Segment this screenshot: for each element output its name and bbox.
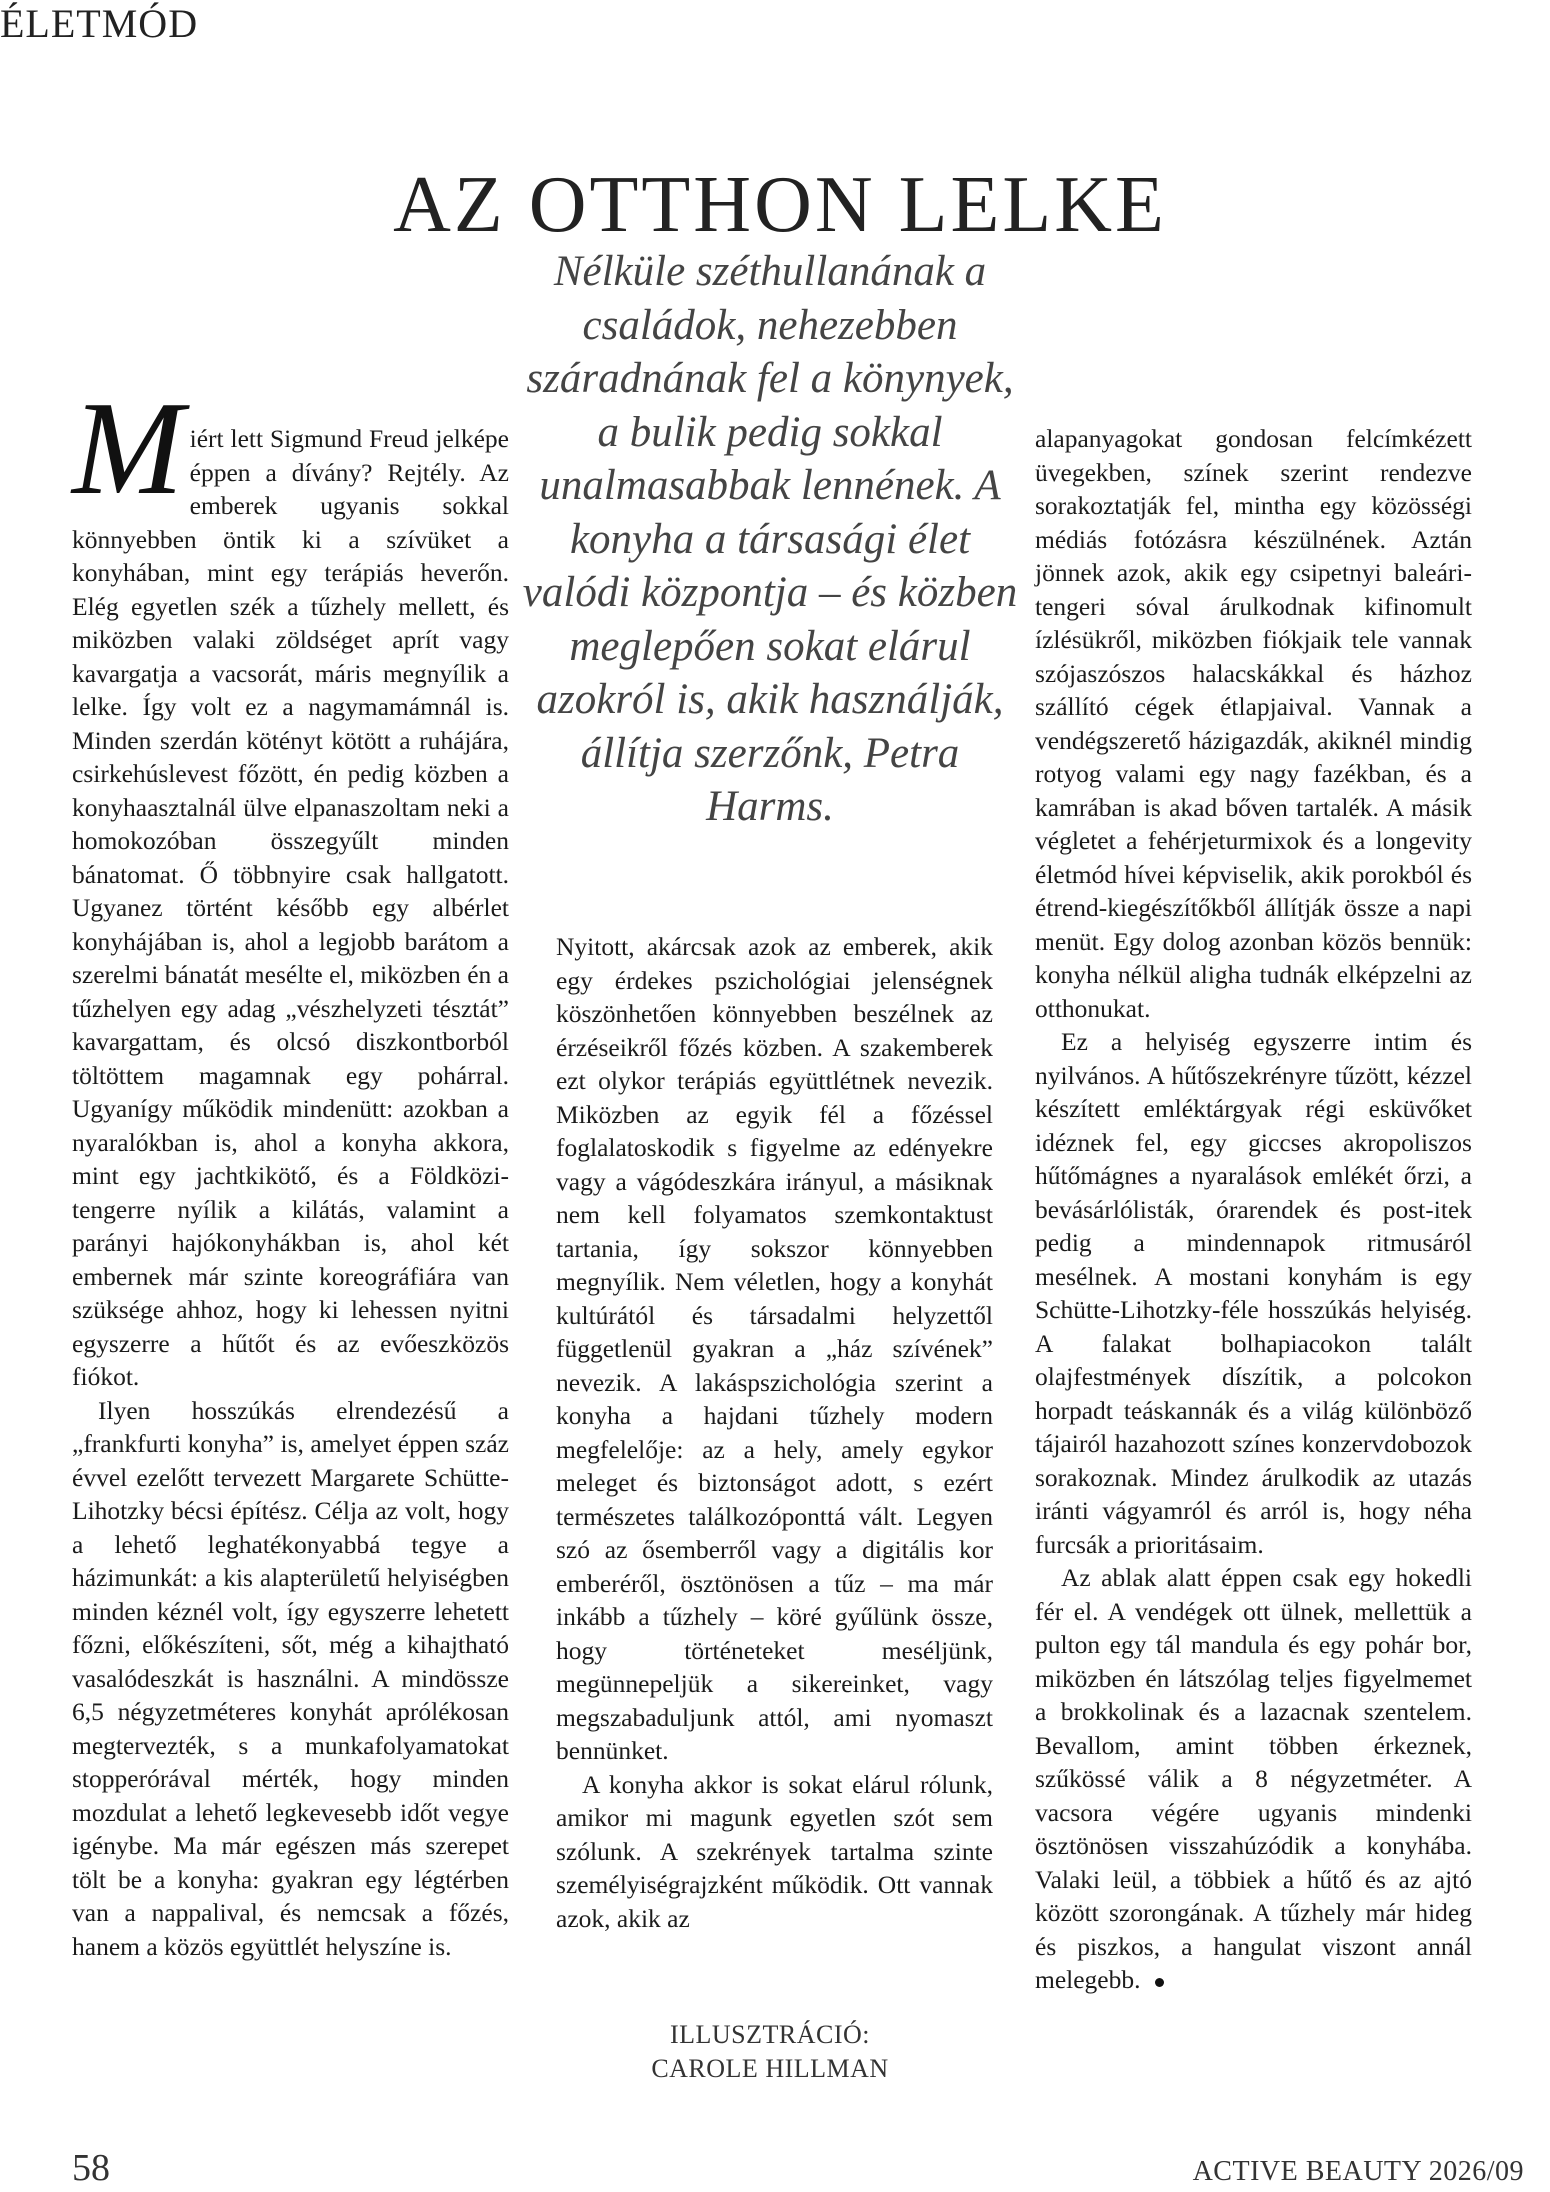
illustration-credit [600, 2018, 940, 2086]
paragraph: alapanyagokat gondosan felcímkézett üvegekben, színek szerint rendezve sorakoztatják fel, mintha egy közösségi médiás fotózásra készülnének. Aztán jönnek azok, akik egy csipetnyi baleári-tengeri sóval árulkodnak kifinomult ízlésükről, miközben fiókjaik tele vannak szójaszószos halacskákkal és házhoz szállító cégek étlapjaival. Vannak a vendégszerető házigazdák, akiknél mindig rotyog valami egy nagy fazékban, és a kamrában is akad bőven tartalék. A másik végletet a fehérjeturmixok és a longevity életmód hívei képviselik, akik porokból és étrend-kiegészítőkből állítják össze a napi menüt. Egy dolog azonban közös bennük: konyha nélkül aligha tudnák elképzelni az otthonukat. [1035, 424, 1472, 1023]
paragraph-text: iért lett Sigmund Freud jelképe éppen a dívány? Rejtély. Az emberek ugyanis sokkal könnyebben öntik ki a szívüket a konyhában, mint egy terápiás heverőn. Elég egyetlen szék a tűzhely mellett, és miközben valaki zöldséget aprít vagy kavargatja a vacsorát, máris megnyílik a lelke. Így volt ez a nagymamámnál is. Minden szerdán kötényt kötött a ruhájára, csirkehúslevest főzött, én pedig közben a konyhaasztalnál ülve elpanaszoltam neki a homokozóban összegyűlt minden bánatomat. Ő többnyire csak hallgatott. Ugyanez történt később egy albérlet konyhájában is, ahol a legjobb barátom a szerelmi bánatát mesélte el, miközben én a tűzhelyen egy adag „vészhelyzeti tésztát” kavargattam, és olcsó diszkontborból töltöttem magamnak egy pohárral. Ugyanígy működik mindenütt: azokban a nyaralókban is, ahol a konyha akkora, mint egy jachtkikötő, és a Földközi-tengerre nyílik a kilátás, valamint a parányi hajókonyhákban is, ahol két embernek már szinte koreográfiára van szüksége ahhoz, hogy ki lehessen nyitni egyszerre a hűtőt és az evőeszközös fiókot. [72, 424, 509, 1391]
article-title: AZ OTTHON LELKE [393, 161, 1167, 249]
paragraph: Nyitott, akárcsak azok az emberek, akik egy érdekes pszichológiai jelenségnek köszönhetően könnyebben beszélnek az érzéseikről főzés közben. A szakemberek ezt olykor terápiás együttlétnek nevezik. Miközben az egyik fél a főzéssel foglalatoskodik s figyelme az edényekre vagy a vágódeszkára irányul, a másiknak nem kell folyamatos szemkontaktust tartania, így sokszor könnyebben megnyílik. Nem véletlen, hogy a konyhát kultúrától és társadalmi helyzettől függetlenül gyakran a „ház szívének” nevezik. A lakáspszichológia szerint a konyha a hajdani tűzhely modern megfelelője: az a hely, amely egykor meleget és biztonságot adott, s ezért természetes találkozóponttá vált. Legyen szó az ősemberről vagy a digitális kor emberéről, ösztönösen a tűz – ma már inkább a tűzhely – köré gyűlünk össze, hogy történeteket meséljünk, megünnepeljük a sikereinket, vagy megszabaduljunk attól, ami nyomaszt bennünket. [556, 932, 993, 1765]
magazine-name: ACTIVE BEAUTY 2026/09 [1192, 2156, 1524, 2187]
article-lead: Nélküle széthullanának a családok, nehezebben száradnának fel a könynyek, a bulik pedig sokkal unalmasabbak lennének. A konyha a társasági élet valódi központja – és közben meglepően sokat elárul azokról is, akik használják, állítja szerzőnk, Petra Harms. [522, 248, 1018, 830]
credit-label: ILLUSZTRÁCIÓ: [669, 2020, 871, 2049]
paragraph: Ilyen hosszúkás elrendezésű a „frankfurti konyha” is, amelyet éppen száz évvel ezelőtt tervezett Margarete Schütte-Lihotzky bécsi építész. Célja az volt, hogy a lehető leghatékonyabbá tegye a házimunkát: a kis alapterületű helyiségben minden kéznél volt, így egyszerre lehetett főzni, előkészíteni, sőt, még a kihajtható vasalódeszkát is használni. A mindössze 6,5 négyzetméteres konyhát aprólékosan megtervezték, s a munkafolyamatokat stopperórával mérték, hogy minden mozdulat a lehető legkevesebb időt vegye igénybe. Ma már egészen más szerepet tölt be a konyha: gyakran egy légtérben van a nappalival, és nemcsak a főzés, hanem a közös együttlét helyszíne is. [72, 1395, 509, 1961]
paragraph: Ez a helyiség egyszerre intim és nyilvános. A hűtőszekrényre tűzött, kézzel készített emléktárgyak régi esküvőket idéznek fel, egy giccses akropoliszos hűtőmágnes a nyaralások emlékét őrzi, a bevásárlólisták, órarendek és post-itek pedig a mindennapok ritmusáról mesélnek. A mostani konyhám is egy Schütte-Lihotzky-féle hosszúkás helyiség. A falakat bolhapiacokon talált olajfestmények díszítik, a polcokon horpadt teáskannák és a világ különböző tájairól hazahozott színes konzervdobozok sorakoznak. Mindez árulkodik az utazás iránti vágyamról és arról is, hogy néha furcsák a prioritásaim. [1035, 1027, 1472, 1559]
credit-name: CAROLE HILLMAN [651, 2054, 889, 2083]
paragraph: A konyha akkor is sokat elárul rólunk, amikor mi magunk egyetlen szót sem szólunk. A szekrények tartalma szinte személyiségrajzként működik. Ott vannak azok, akik az [556, 1769, 993, 1933]
text-column-3 [1035, 422, 1472, 1997]
drop-cap: M [72, 374, 184, 522]
paragraph [1035, 1561, 1472, 1997]
text-column-2 [556, 930, 993, 1935]
text-column-1 [72, 374, 509, 1963]
page-number: 58 [72, 2147, 110, 2189]
paragraph [72, 374, 509, 1394]
section-label: ÉLETMÓD [0, 1, 199, 46]
paragraph-text: Az ablak alatt éppen csak egy hokedli fér el. A vendégek ott ülnek, mellettük a pulton egy tál mandula és egy pohár bor, miközben én látszólag teljes figyelmemet a brokkolinak és a lazacnak szentelem. Bevallom, amint többen érkeznek, szűkössé válik a 8 négyzetméter. A vacsora végére ugyanis mindenki ösztönösen visszahúzódik a konyhába. Valaki leül, a többiek a hűtő és az ajtó között szorongának. A tűzhely már hideg és piszkos, a hangulat viszont annál melegebb. [1035, 1563, 1472, 1994]
end-mark-icon [1155, 1978, 1164, 1987]
